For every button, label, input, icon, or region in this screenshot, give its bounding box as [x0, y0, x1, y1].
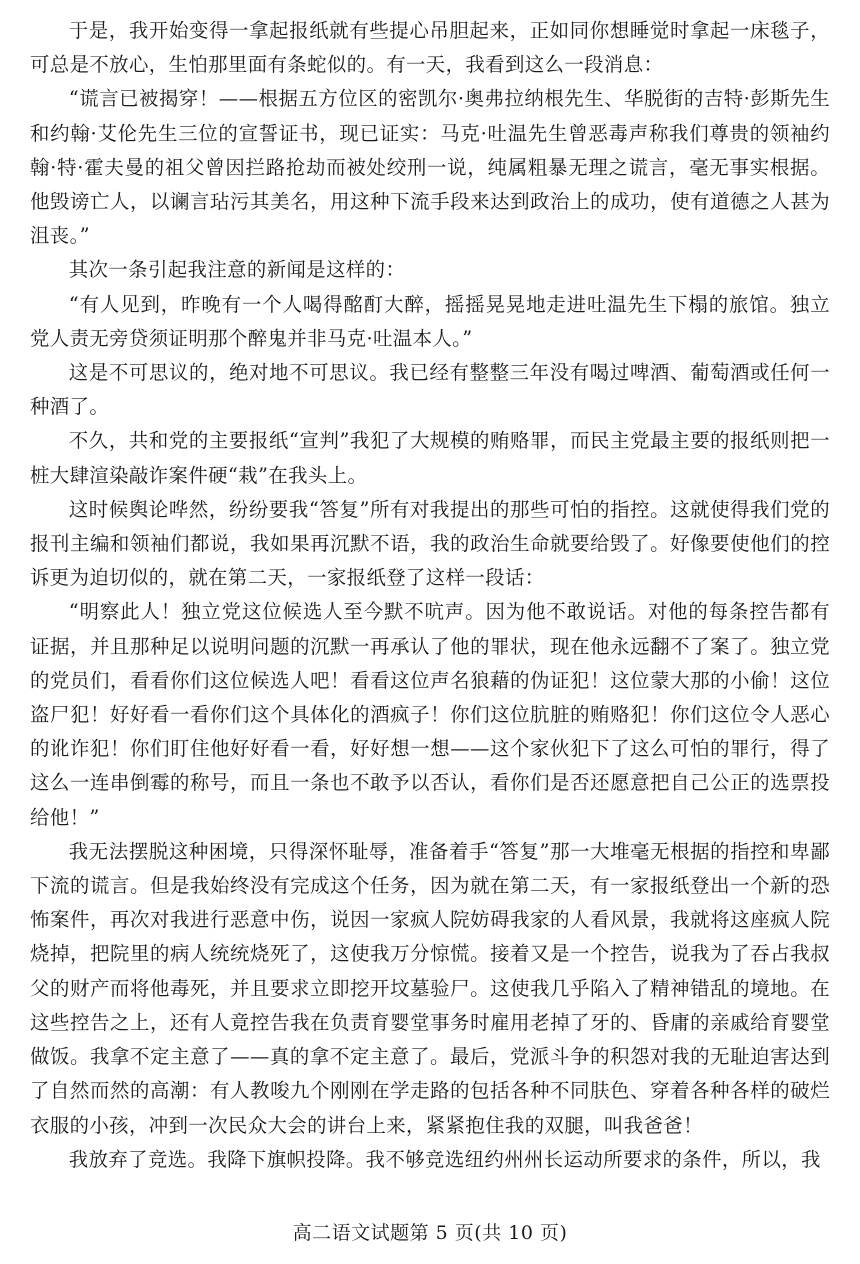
paragraph: 我放弃了竞选。我降下旗帜投降。我不够竞选纽约州州长运动所要求的条件，所以，我	[68, 1147, 821, 1171]
paragraph: 这时候舆论哗然，纷纷要我“答复”所有对我提出的那些可怕的指控。这就使得我们党的报刊主编和领袖们都说，我如果再沉默不语，我的政治生命就要给毁了。好像要使他们的控诉更为迫切似的，就在第二天，一家报纸登了这样一段话：	[30, 497, 830, 590]
passage-body	[30, 14, 830, 1177]
paragraph: 于是，我开始变得一拿起报纸就有些提心吊胆起来，正如同你想睡觉时拿起一床毯子，可总是不放心，生怕那里面有条蛇似的。有一天，我看到这么一段消息：	[30, 19, 830, 77]
paragraph: “有人见到，昨晚有一个人喝得酩酊大醉，摇摇晃晃地走进吐温先生下榻的旅馆。独立党人责无旁贷须证明那个醉鬼并非马克·吐温本人。”	[30, 292, 830, 350]
paragraph: “谎言已被揭穿！——根据五方位区的密凯尔·奥弗拉纳根先生、华脱街的吉特·彭斯先生和约翰·艾伦先生三位的宣誓证书，现已证实：马克·吐温先生曾恶毒声称我们尊贵的领袖约翰·特·霍夫曼的祖父曾因拦路抢劫而被处绞刑一说，纯属粗暴无理之谎言，毫无事实根据。他毁谤亡人，以谰言玷污其美名，用这种下流手段来达到政治上的成功，使有道德之人甚为沮丧。”	[30, 87, 830, 248]
paragraph: “明察此人！独立党这位候选人至今默不吭声。因为他不敢说话。对他的每条控告都有证据，并且那种足以说明问题的沉默一再承认了他的罪状，现在他永远翻不了案了。独立党的党员们，看看你们这位候选人吧！看看这位声名狼藉的伪证犯！这位蒙大那的小偷！这位盗尸犯！好好看一看你们这个具体化的酒疯子！你们这位肮脏的贿赂犯！你们这位令人恶心的讹诈犯！你们盯住他好好看一看，好好想一想——这个家伙犯下了这么可怕的罪行，得了这么一连串倒霉的称号，而且一条也不敢予以否认，看你们是否还愿意把自己公正的选票投给他！”	[30, 600, 830, 829]
paragraph: 其次一条引起我注意的新闻是这样的：	[68, 258, 406, 282]
paragraph: 这是不可思议的，绝对地不可思议。我已经有整整三年没有喝过啤酒、葡萄酒或任何一种酒了。	[30, 361, 830, 419]
page-footer: 高二语文试题第 5 页(共 10 页)	[292, 1222, 568, 1244]
paragraph: 不久，共和党的主要报纸“宣判”我犯了大规模的贿赂罪，而民主党最主要的报纸则把一桩大肆渲染敲诈案件硬“栽”在我头上。	[30, 429, 830, 487]
paragraph: 我无法摆脱这种困境，只得深怀耻辱，准备着手“答复”那一大堆毫无根据的指控和卑鄙下流的谎言。但是我始终没有完成这个任务，因为就在第二天，有一家报纸登出一个新的恐怖案件，再次对我进行恶意中伤，说因一家疯人院妨碍我家的人看风景，我就将这座疯人院烧掉，把院里的病人统统烧死了，这使我万分惊慌。接着又是一个控告，说我为了吞占我叔父的财产而将他毒死，并且要求立即挖开坟墓验尸。这使我几乎陷入了精神错乱的境地。在这些控告之上，还有人竟控告我在负责育婴堂事务时雇用老掉了牙的、昏庸的亲戚给育婴堂做饭。我拿不定主意了——真的拿不定主意了。最后，党派斗争的积怨对我的无耻迫害达到了自然而然的高潮：有人教唆九个刚刚在学走路的包括各种不同肤色、穿着各种各样的破烂衣服的小孩，冲到一次民众大会的讲台上来，紧紧抱住我的双腿，叫我爸爸！	[30, 839, 830, 1137]
